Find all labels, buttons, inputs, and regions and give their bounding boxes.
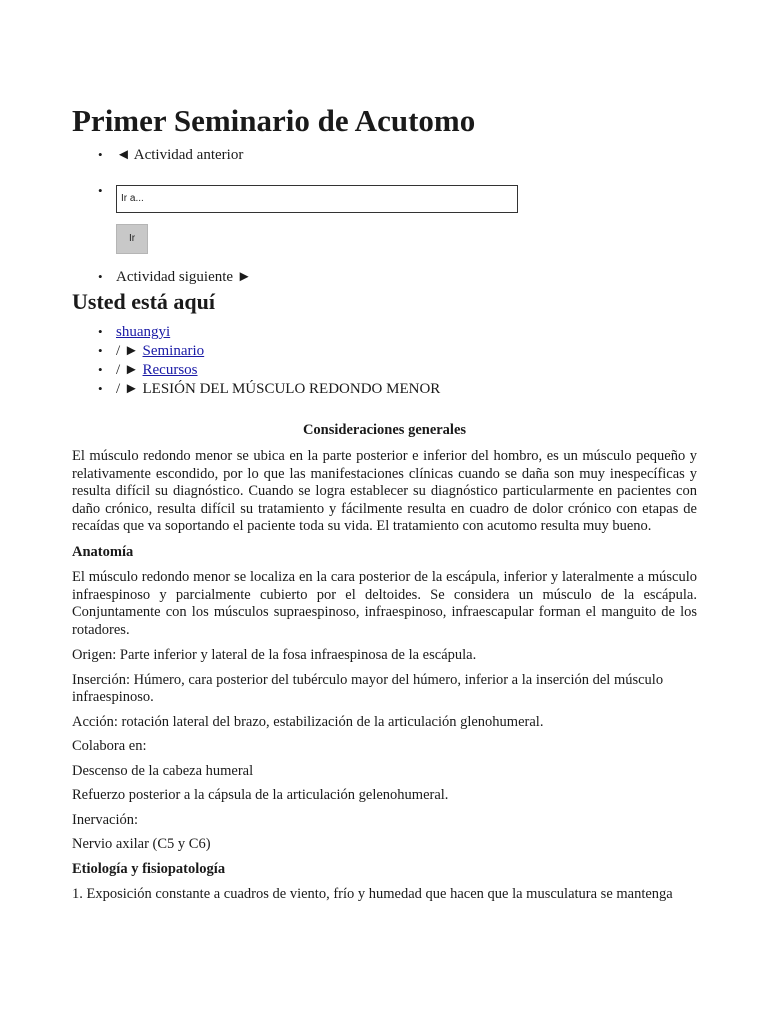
breadcrumb-heading: Usted está aquí xyxy=(72,289,216,314)
nav-item-next xyxy=(72,267,672,287)
breadcrumb-prefix: / ► xyxy=(116,381,143,397)
jump-to-select[interactable]: Ir a... xyxy=(116,185,518,213)
breadcrumb-item xyxy=(72,379,672,398)
bullet-icon: • xyxy=(98,324,103,339)
innervation-label: Inervación: xyxy=(72,811,139,828)
breadcrumb-current: LESIÓN DEL MÚSCULO REDONDO MENOR xyxy=(142,381,441,397)
collab-item-1: Descenso de la cabeza humeral xyxy=(72,762,254,779)
breadcrumb xyxy=(72,322,672,398)
anatomy-paragraph: El músculo redondo menor se localiza en la cara posterior de la escápula, inferior y lateralmente a músculo infraespinoso y parcialmente cubierto por el deltoides. Se considera un músculo de la escápula. Conjuntamente con los músculos supraespinoso, infraespinoso, infraescapular forman el manguito de los rotadores. xyxy=(72,569,697,638)
insertion-text: Inserción: Húmero, cara posterior del tubérculo mayor del húmero, inferior a la inserción del músculo infraespinoso. xyxy=(72,671,664,705)
action-text: Acción: rotación lateral del brazo, estabilización de la articulación glenohumeral. xyxy=(72,713,544,730)
bullet-icon: • xyxy=(98,343,103,358)
collab-item-2: Refuerzo posterior a la cápsula de la articulación gelenohumeral. xyxy=(72,787,449,803)
next-activity-link[interactable]: Actividad siguiente ► xyxy=(116,269,252,285)
intro-paragraph: El músculo redondo menor se ubica en la parte posterior e inferior del hombro, es un músculo pequeño y relativamente escondido, por lo que las manifestaciones clínicas cuando se daña son muy inespecíficas y resulta difícil su diagnóstico. Cuando se logra establecer su diagnóstico particularmente en pacientes con daño crónico, resulta difícil su tratamiento y fácilmente resulta en cuadro de dolor crónico con etapas de recaídas que va soportando el paciente toda su vida. El tratamiento con acutomo resulta muy bueno. xyxy=(72,448,697,534)
section-heading-general: Consideraciones generales xyxy=(302,422,467,438)
bullet-icon: • xyxy=(98,147,103,162)
collab-label: Colabora en: xyxy=(72,738,147,754)
nav-item-previous xyxy=(72,145,672,167)
bullet-icon: • xyxy=(98,183,103,198)
breadcrumb-link-seminario[interactable]: Seminario xyxy=(142,343,205,359)
bullet-icon: • xyxy=(98,269,103,284)
article-body xyxy=(72,421,697,911)
breadcrumb-item xyxy=(72,341,672,360)
page-title: Primer Seminario de Acutomo xyxy=(72,103,476,138)
breadcrumb-prefix: / ► xyxy=(116,362,143,378)
breadcrumb-prefix: / ► xyxy=(116,343,143,359)
breadcrumb-link-shuangyi[interactable]: shuangyi xyxy=(116,324,171,340)
origin-text: Origen: Parte inferior y lateral de la fosa infraespinosa de la escápula. xyxy=(72,647,477,663)
breadcrumb-item xyxy=(72,322,672,341)
innervation-value: Nervio axilar (C5 y C6) xyxy=(72,836,211,852)
bullet-icon: • xyxy=(98,362,103,377)
bullet-icon: • xyxy=(98,381,103,396)
nav-item-jump xyxy=(72,167,672,253)
section-heading-etiology: Etiología y fisiopatología xyxy=(72,860,226,877)
go-button[interactable]: Ir xyxy=(116,224,148,254)
previous-activity-link[interactable]: ◄ Actividad anterior xyxy=(116,147,244,163)
breadcrumb-item xyxy=(72,360,672,379)
activity-navigation xyxy=(72,145,672,287)
etiology-item-1: 1. Exposición constante a cuadros de viento, frío y humedad que hacen que la musculatura se mantenga xyxy=(72,886,673,902)
section-heading-anatomy: Anatomía xyxy=(72,543,134,560)
breadcrumb-link-recursos[interactable]: Recursos xyxy=(142,362,198,378)
